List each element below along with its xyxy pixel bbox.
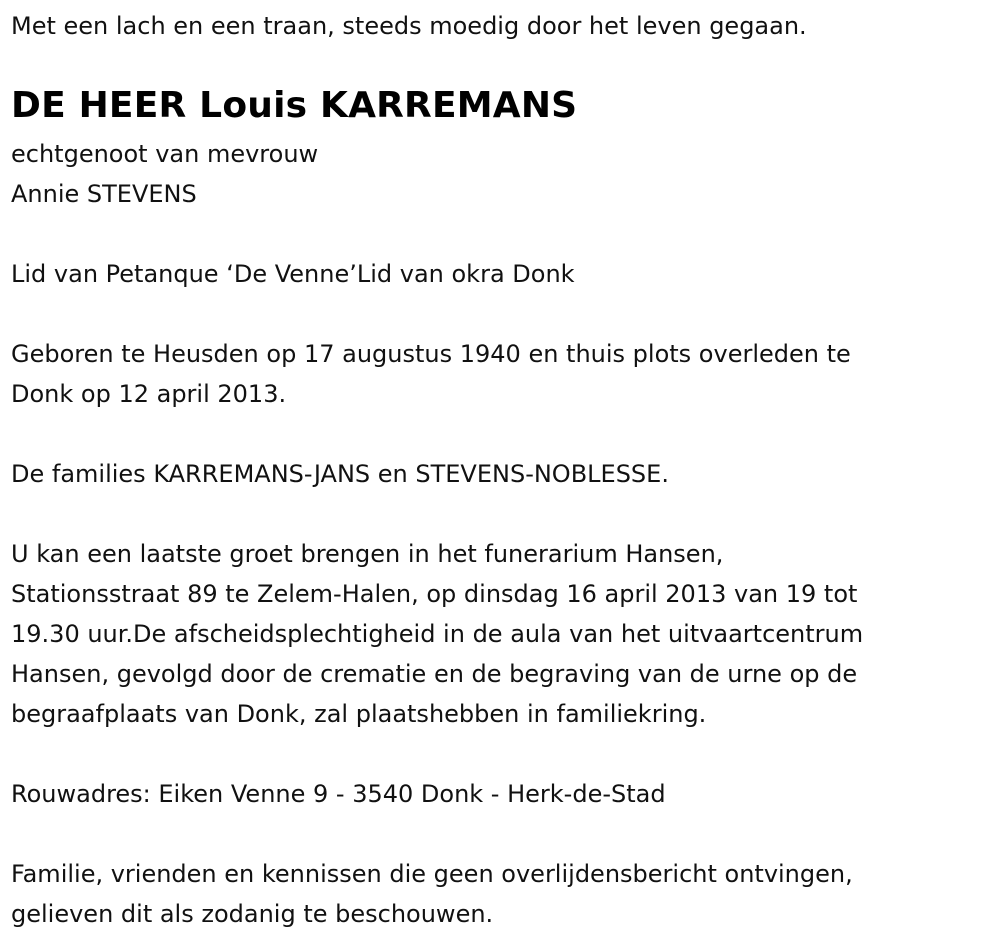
mourning-address-block [11,774,986,814]
families-line: De families KARREMANS-JANS en STEVENS-NOBLESSE. [11,460,669,488]
closing-note-line-2: gelieven dit als zodanig te beschouwen. [11,900,494,928]
closing-note-line-1: Familie, vrienden en kennissen die geen overlijdensbericht ontvingen, [11,860,853,888]
visitation-line-2: Stationsstraat 89 te Zelem-Halen, op dinsdag 16 april 2013 van 19 tot [11,580,858,608]
deceased-name-heading: DE HEER Louis KARREMANS [11,85,578,126]
birth-death-line-2: Donk op 12 april 2013. [11,380,287,408]
birth-death-line-1: Geboren te Heusden op 17 augustus 1940 en thuis plots overleden te [11,340,851,368]
birth-death-block [11,334,986,414]
visitation-line-4: Hansen, gevolgd door de crematie en de begraving van de urne op de [11,660,858,688]
spouse-line-1: echtgenoot van mevrouw [11,140,319,168]
memberships-line: Lid van Petanque ‘De Venne’Lid van okra Donk [11,260,575,288]
visitation-line-5: begraafplaats van Donk, zal plaatshebben in familiekring. [11,700,707,728]
visitation-line-1: U kan een laatste groet brengen in het funerarium Hansen, [11,540,724,568]
spouse-block [11,134,986,214]
motto-line: Met een lach en een traan, steeds moedig door het leven gegaan. [11,12,807,40]
families-block [11,454,986,494]
visitation-line-3: 19.30 uur.De afscheidsplechtigheid in de aula van het uitvaartcentrum [11,620,864,648]
visitation-block [11,534,986,734]
closing-note-block [11,854,986,934]
memberships-block [11,254,986,294]
spouse-line-2: Annie STEVENS [11,180,197,208]
mourning-address-line: Rouwadres: Eiken Venne 9 - 3540 Donk - Herk-de-Stad [11,780,666,808]
